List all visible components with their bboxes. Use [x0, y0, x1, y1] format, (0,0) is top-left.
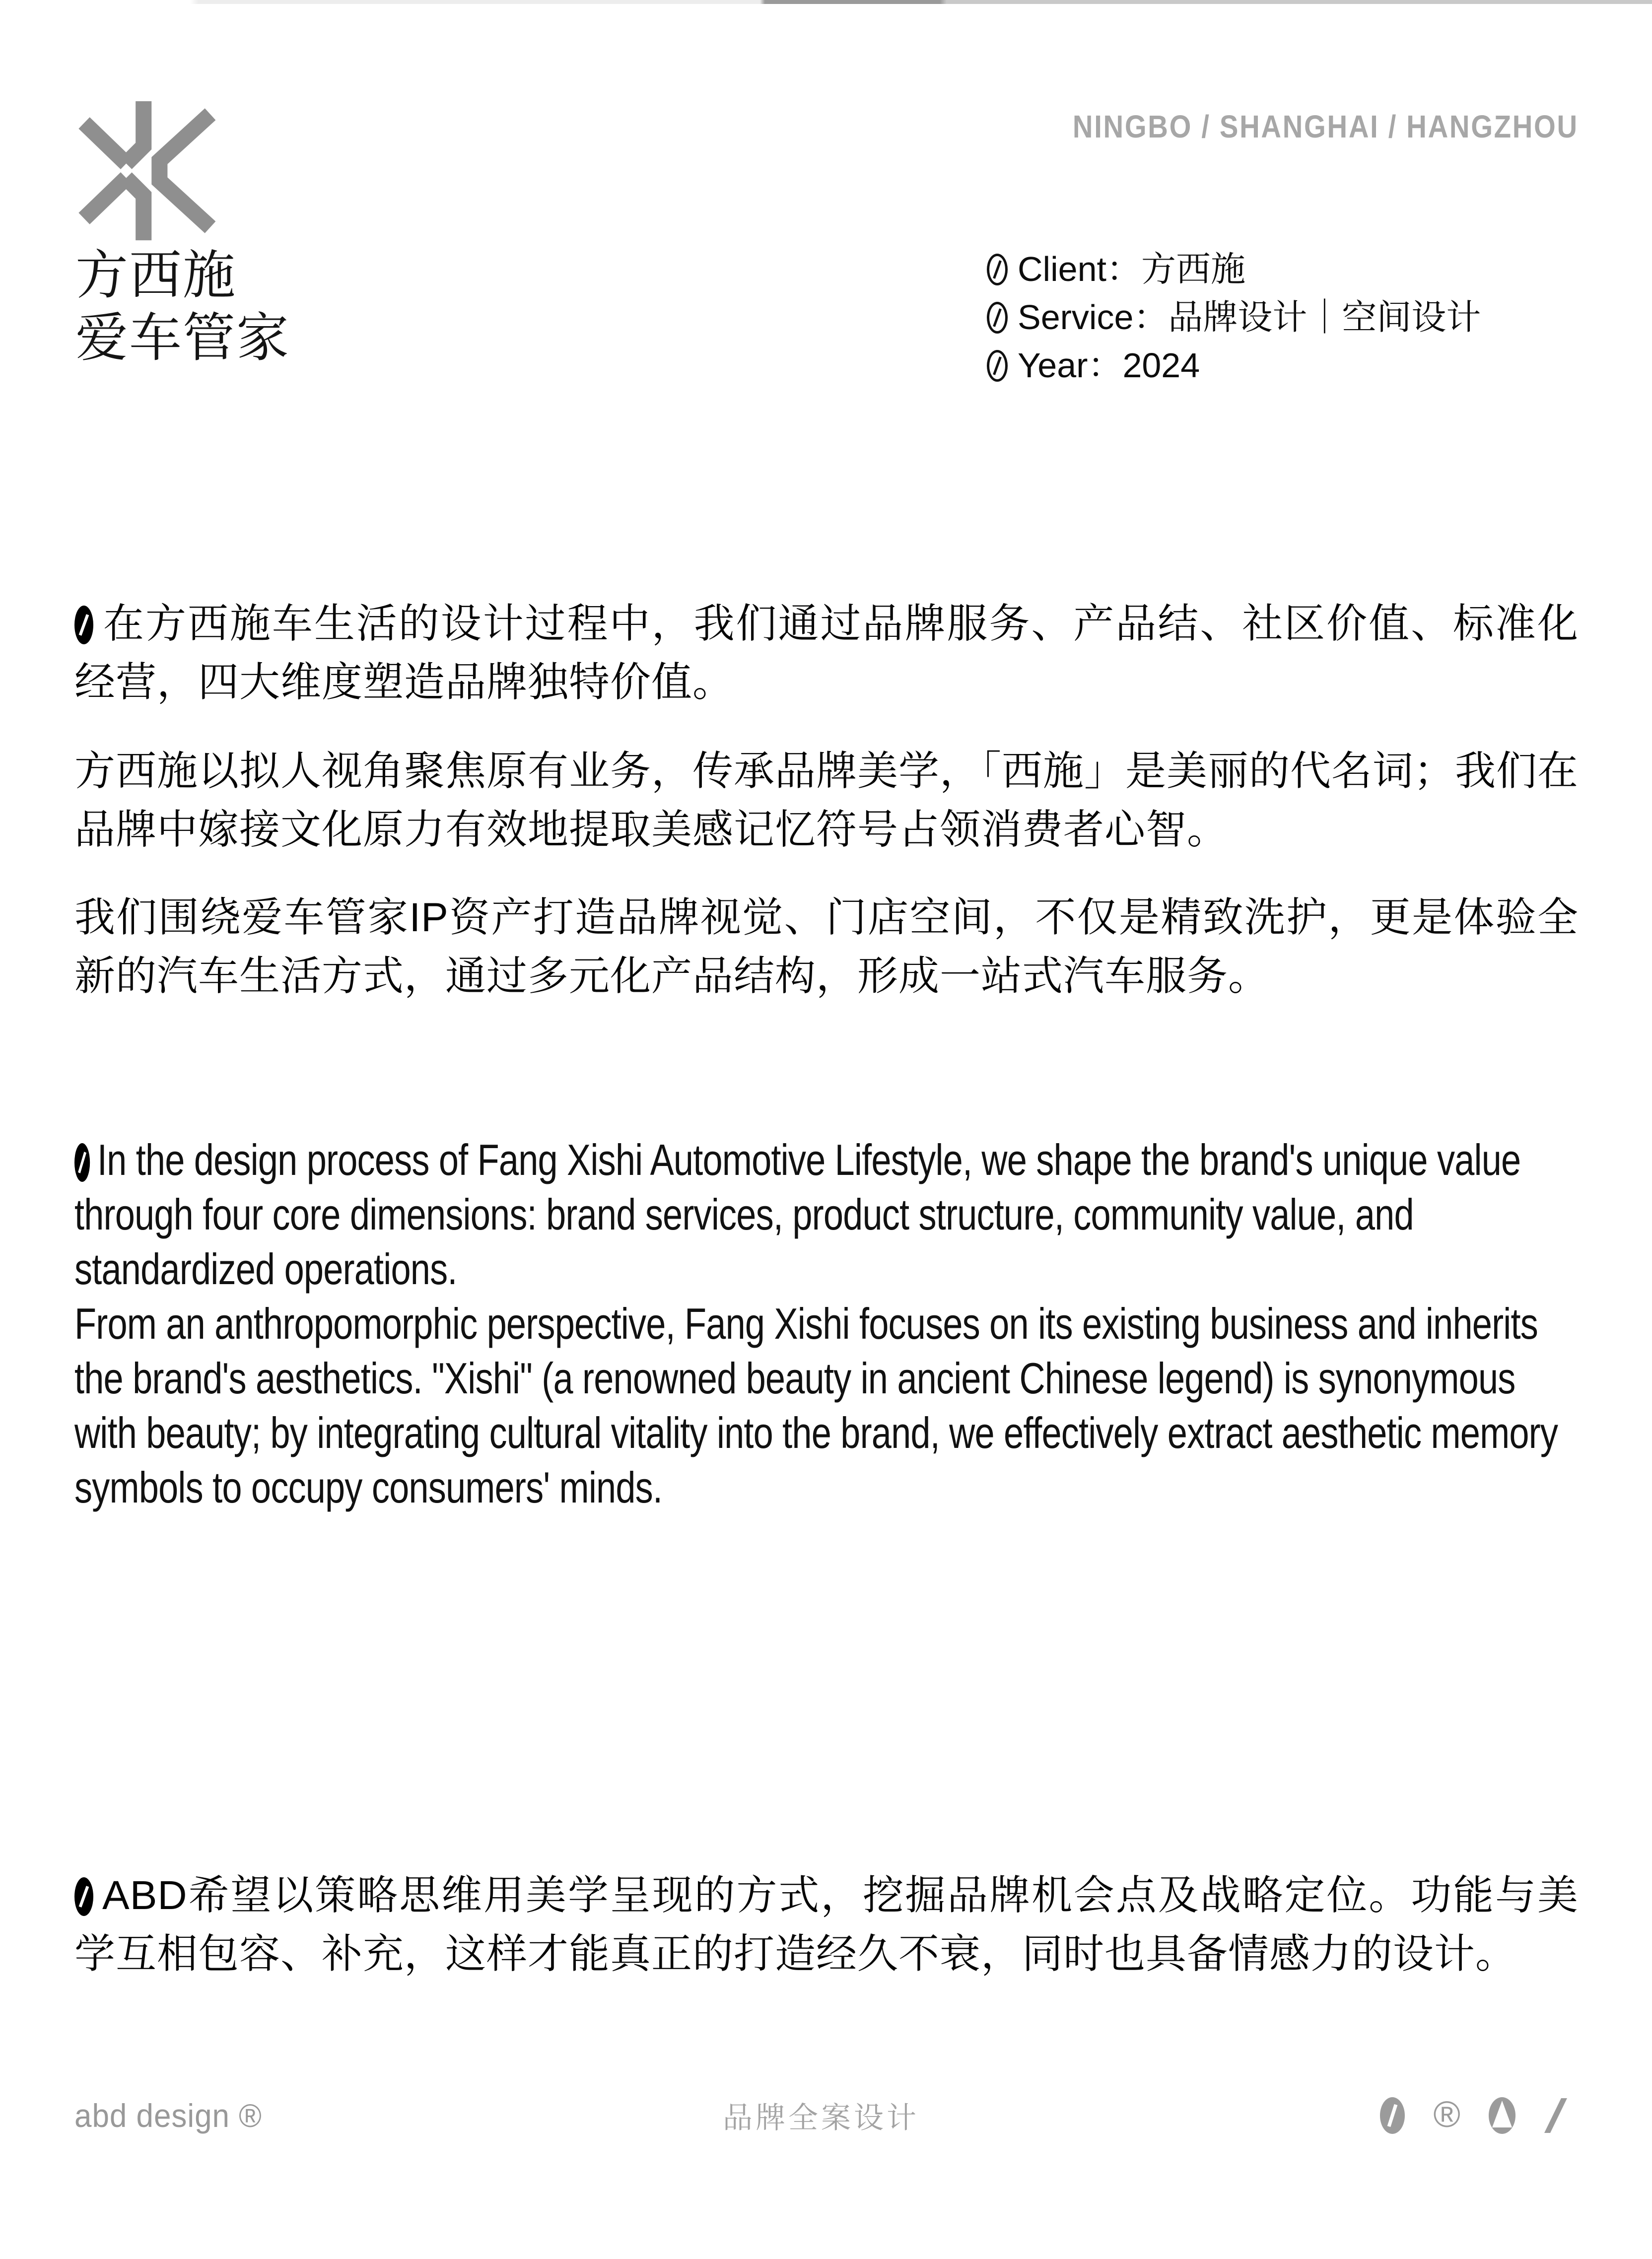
meta-value: 方西施	[1141, 250, 1245, 288]
triangle-oval-icon	[1488, 2097, 1516, 2134]
slash-circle-icon	[987, 350, 1008, 382]
page-title-line2: 爱车管家	[75, 309, 290, 367]
en-paragraph-2-text: From an anthropomorphic perspective, Fang Xishi focuses on its existing business and inherits the brand's aesthetics. "Xishi" (a renowned beauty in ancient Chinese legend) is synonymous with beauty; by integrating cultural vitality into the brand, we effectively extract aesthetic memory symbols to occupy consumers' minds.	[74, 1299, 1558, 1512]
meta-row-client	[987, 245, 1481, 293]
slash-icon	[1544, 2096, 1568, 2135]
header-locations: NINGBO / SHANGHAI / HANGZHOU	[1073, 109, 1579, 144]
slash-circle-icon	[987, 302, 1008, 334]
cn-paragraph-1-text: 在方西施车生活的设计过程中，我们通过品牌服务、产品结、社区价值、标准化经营，四大维度塑造品牌独特价值。	[74, 601, 1579, 705]
meta-label: Service：	[1018, 298, 1169, 337]
en-paragraph-1-text: In the design process of Fang Xishi Automotive Lifestyle, we shape the brand's unique value through four core dimensions: brand services, product structure, community value, and standardized operations.	[74, 1135, 1521, 1294]
cn-paragraph-1	[74, 595, 1579, 712]
footer-tagline: 品牌全案设计	[723, 2101, 919, 2134]
slash-bullet-icon	[74, 1877, 93, 1916]
top-edge-strip	[0, 0, 1652, 4]
meta-value: 2024	[1122, 346, 1200, 385]
slash-circle-icon	[987, 254, 1008, 285]
meta-label: Year：	[1018, 346, 1123, 385]
meta-row-service	[987, 293, 1481, 342]
project-meta	[987, 245, 1481, 390]
cn-paragraph-2-text: 方西施以拟人视角聚焦原有业务，传承品牌美学，「西施」是美丽的代名词；我们在品牌中嫁接文化原力有效地提取美感记忆符号占领消费者心智。	[74, 749, 1579, 852]
cn-paragraph-3	[74, 889, 1579, 1006]
footer	[74, 2091, 1568, 2140]
slash-oval-icon	[1379, 2097, 1405, 2134]
page-title	[75, 244, 290, 369]
meta-label: Client：	[1018, 250, 1141, 288]
footer-icons	[1379, 2096, 1568, 2135]
cn-paragraph-4	[74, 1866, 1579, 1984]
meta-row-year	[987, 342, 1481, 390]
footer-brand: abd design ®	[74, 2097, 262, 2134]
cn-paragraph-4-text: ABD希望以策略思维用美学呈现的方式，挖掘品牌机会点及战略定位。功能与美学互相包容、补充，这样才能真正的打造经久不衰，同时也具备情感力的设计。	[74, 1873, 1579, 1977]
en-paragraph-block	[74, 1133, 1581, 1515]
cn-paragraph-3-text: 我们围绕爱车管家IP资产打造品牌视觉、门店空间，不仅是精致洗护，更是体验全新的汽车生活方式，通过多元化产品结构，形成一站式汽车服务。	[74, 895, 1579, 999]
cn-paragraph-2	[74, 742, 1579, 859]
slash-bullet-icon	[74, 1143, 90, 1182]
slash-bullet-icon	[74, 606, 93, 644]
registered-icon: ®	[1433, 2094, 1460, 2135]
asterisk-logo-icon	[75, 98, 220, 243]
page-title-line1: 方西施	[75, 246, 236, 305]
meta-value: 品牌设计｜空间设计	[1168, 298, 1481, 337]
